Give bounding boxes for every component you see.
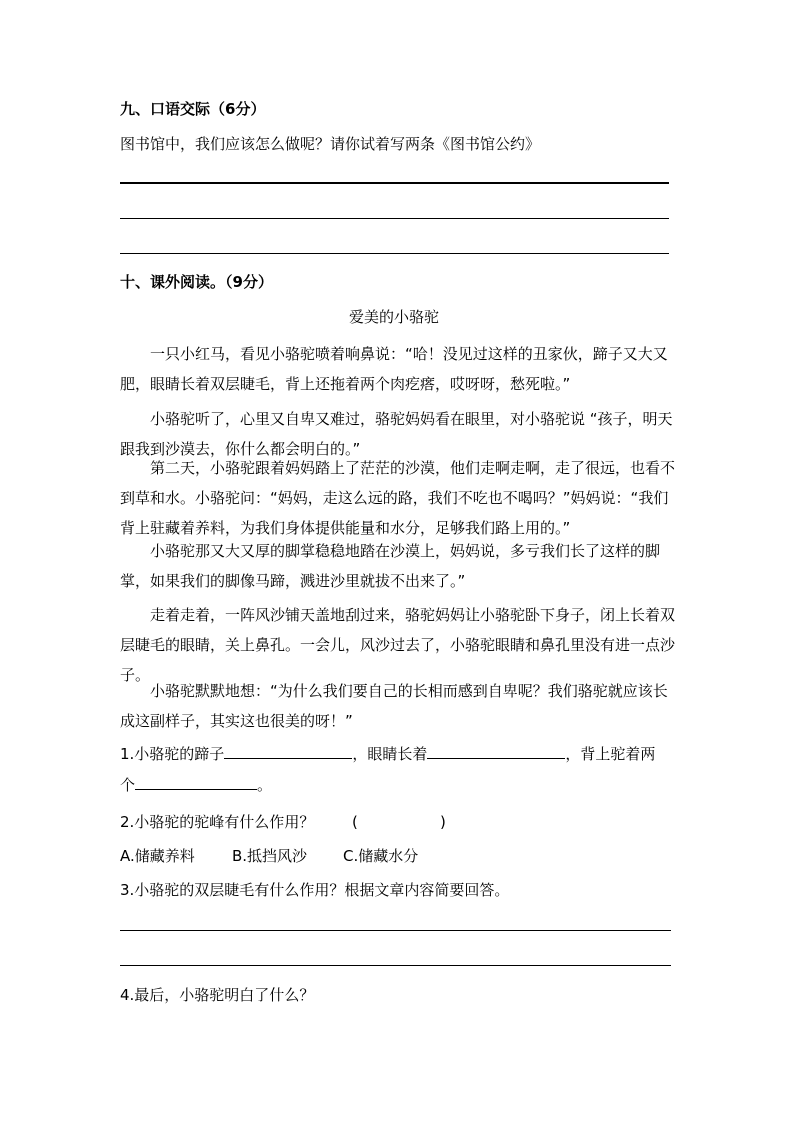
q2-answer-close-paren: )	[440, 813, 446, 831]
question-1-text-a: 1.小骆驼的蹄子	[120, 745, 225, 763]
question-4-text: 4.最后，小骆驼明白了什么？	[120, 986, 315, 1004]
q1-blank-back[interactable]	[135, 774, 257, 790]
question-2-text: 2.小骆驼的驼峰有什么作用？	[120, 813, 315, 831]
q2-option-b: B.抵挡风沙	[232, 847, 308, 865]
section-9-heading: 九、口语交际（6分）	[120, 100, 266, 118]
story-paragraph-4: 小骆驼那又大又厚的脚掌稳稳地踏在沙漠上，妈妈说，多亏我们长了这样的脚掌，如果我们的脚像马蹄，溅进沙里就拔不出来了。”	[120, 542, 661, 590]
question-1-text-d: 个	[120, 776, 136, 794]
story-paragraph-2: 小骆驼听了，心里又自卑又难过，骆驼妈妈看在眼里，对小骆驼说 “孩子，明天跟我到沙漠去，你什么都会明白的。”	[120, 410, 673, 458]
story-paragraph-6: 小骆驼默默地想：“为什么我们要自己的长相而感到自卑呢？我们骆驼就应该长成这副样子，其实这也很美的呀！”	[120, 682, 668, 730]
question-1-line-1	[120, 743, 655, 764]
question-1-text-e: 。	[257, 776, 273, 794]
q2-option-a: A.储藏养料	[120, 847, 195, 865]
story-paragraph-3: 第二天，小骆驼跟着妈妈踏上了茫茫的沙漠，他们走啊走啊，走了很远，也看不到草和水。小骆驼问：“妈妈，走这么远的路，我们不吃也不喝吗？”妈妈说：“我们背上驻藏着养料，为我们身体提供能量和水分，足够我们路上用的。”	[120, 459, 676, 537]
story-paragraph-5: 走着走着，一阵风沙铺天盖地刮过来，骆驼妈妈让小骆驼卧下身子，闭上长着双层睫毛的眼睛，关上鼻孔。一会儿，风沙过去了，小骆驼眼睛和鼻孔里没有进一点沙子。	[120, 606, 676, 684]
section-9-prompt: 图书馆中，我们应该怎么做呢？请你试着写两条《图书馆公约》	[120, 135, 541, 153]
answer-line-1	[120, 182, 669, 184]
story-title: 爱美的小骆驼	[349, 308, 440, 326]
answer-line-3	[120, 253, 669, 254]
q1-blank-eyes[interactable]	[427, 743, 565, 759]
section-10-heading: 十、课外阅读。（9分）	[120, 273, 273, 291]
q2-answer-open-paren: (	[352, 813, 358, 831]
answer-line-2	[120, 218, 669, 219]
q1-blank-hooves[interactable]	[224, 743, 352, 759]
q3-answer-line-2[interactable]	[120, 965, 671, 966]
question-1-line-2	[120, 774, 272, 795]
question-1-text-c: ，背上驼着两	[565, 745, 656, 763]
question-3-text: 3.小骆驼的双层睫毛有什么作用？根据文章内容简要回答。	[120, 881, 510, 899]
q2-option-c: C.储藏水分	[343, 847, 419, 865]
question-1-text-b: ，眼睛长着	[352, 745, 428, 763]
story-paragraph-1: 一只小红马，看见小骆驼喷着响鼻说：“哈！没见过这样的丑家伙，蹄子又大又肥，眼睛长着双层睫毛，背上还拖着两个肉疙瘩，哎呀呀，愁死啦。”	[120, 345, 668, 393]
q3-answer-line-1[interactable]	[120, 930, 671, 931]
q2-answer-box[interactable]	[362, 812, 438, 832]
